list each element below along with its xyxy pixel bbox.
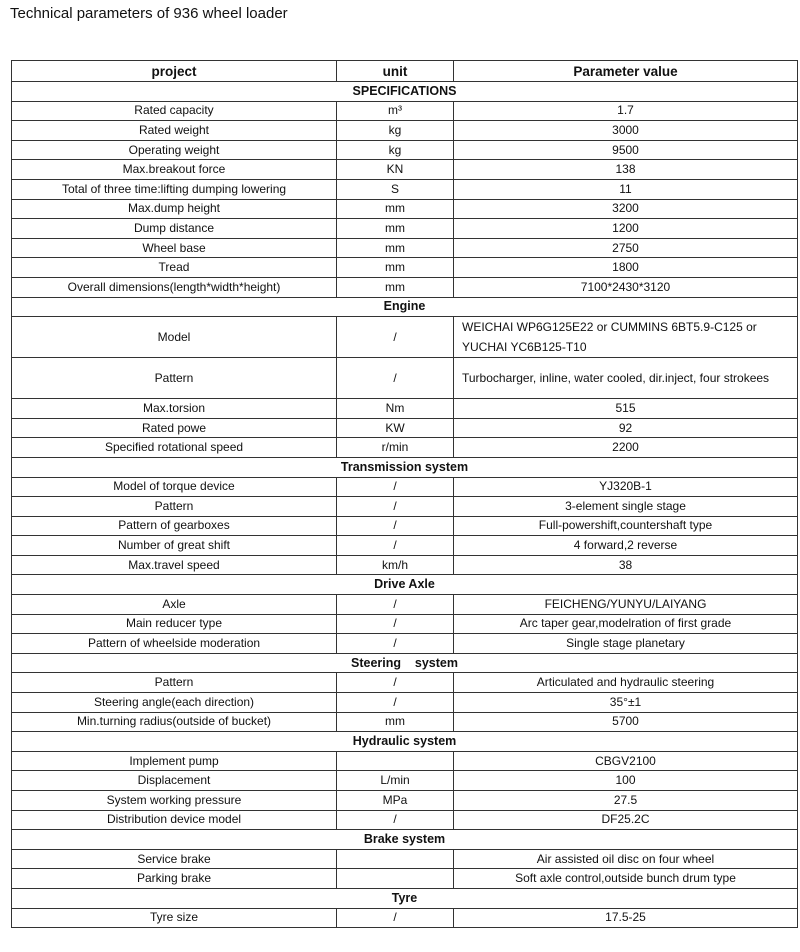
cell-unit: / <box>337 908 454 928</box>
cell-value: 515 <box>454 399 798 419</box>
table-row <box>12 712 798 732</box>
cell-value: 100 <box>454 771 798 791</box>
table-row <box>12 317 798 358</box>
cell-unit: kg <box>337 121 454 141</box>
cell-value: Soft axle control,outside bunch drum type <box>454 869 798 889</box>
cell-unit: mm <box>337 219 454 239</box>
cell-unit: / <box>337 497 454 517</box>
cell-value: WEICHAI WP6G125E22 or CUMMINS 6BT5.9-C125 or YUCHAI YC6B125-T10 <box>454 317 798 358</box>
table-row <box>12 399 798 419</box>
cell-unit: / <box>337 477 454 497</box>
table-row <box>12 614 798 634</box>
cell-project: Operating weight <box>12 140 337 160</box>
cell-value: 9500 <box>454 140 798 160</box>
table-row <box>12 771 798 791</box>
cell-unit: / <box>337 516 454 536</box>
table-row <box>12 179 798 199</box>
cell-unit: / <box>337 536 454 556</box>
cell-project: Specified rotational speed <box>12 438 337 458</box>
cell-value: 17.5-25 <box>454 908 798 928</box>
cell-project: Tyre size <box>12 908 337 928</box>
section-title: Brake system <box>12 830 798 850</box>
table-row <box>12 199 798 219</box>
cell-unit: mm <box>337 199 454 219</box>
section-row <box>12 830 798 850</box>
cell-value: Arc taper gear,modelration of first grade <box>454 614 798 634</box>
cell-project: Main reducer type <box>12 614 337 634</box>
section-row <box>12 575 798 595</box>
section-title: Hydraulic system <box>12 732 798 752</box>
cell-value: 3200 <box>454 199 798 219</box>
cell-project: Min.turning radius(outside of bucket) <box>12 712 337 732</box>
document-title: Technical parameters of 936 wheel loader <box>10 5 288 22</box>
cell-project: Rated powe <box>12 418 337 438</box>
cell-value: 1200 <box>454 219 798 239</box>
cell-unit: Nm <box>337 399 454 419</box>
section-title: Transmission system <box>12 457 798 477</box>
cell-value: 92 <box>454 418 798 438</box>
cell-value: 7100*2430*3120 <box>454 277 798 297</box>
cell-unit: KW <box>337 418 454 438</box>
cell-project: Service brake <box>12 849 337 869</box>
table-row <box>12 219 798 239</box>
cell-value: Single stage planetary <box>454 634 798 654</box>
cell-project: Max.travel speed <box>12 555 337 575</box>
cell-value: 138 <box>454 160 798 180</box>
table-row <box>12 438 798 458</box>
cell-project: Max.breakout force <box>12 160 337 180</box>
table-row <box>12 693 798 713</box>
table-row <box>12 140 798 160</box>
table-row <box>12 160 798 180</box>
cell-unit: mm <box>337 712 454 732</box>
cell-unit: mm <box>337 238 454 258</box>
cell-value: 2200 <box>454 438 798 458</box>
cell-unit <box>337 869 454 889</box>
cell-value: 27.5 <box>454 791 798 811</box>
section-title: Steering system <box>12 653 798 673</box>
parameters-table <box>11 60 798 928</box>
table-row <box>12 238 798 258</box>
cell-value: 1.7 <box>454 101 798 121</box>
cell-value: 35°±1 <box>454 693 798 713</box>
table-row <box>12 477 798 497</box>
section-title: SPECIFICATIONS <box>12 82 798 102</box>
table-row <box>12 418 798 438</box>
header-project: project <box>12 61 337 82</box>
cell-project: Overall dimensions(length*width*height) <box>12 277 337 297</box>
cell-unit: km/h <box>337 555 454 575</box>
cell-value: 2750 <box>454 238 798 258</box>
cell-unit: kg <box>337 140 454 160</box>
section-row <box>12 297 798 317</box>
section-row <box>12 653 798 673</box>
section-row <box>12 82 798 102</box>
cell-unit <box>337 751 454 771</box>
table-row <box>12 673 798 693</box>
cell-unit: / <box>337 595 454 615</box>
cell-project: Pattern <box>12 358 337 399</box>
section-title: Drive Axle <box>12 575 798 595</box>
cell-project: Distribution device model <box>12 810 337 830</box>
cell-project: Rated capacity <box>12 101 337 121</box>
cell-value: Turbocharger, inline, water cooled, dir.inject, four strokees <box>454 358 798 399</box>
cell-value: 38 <box>454 555 798 575</box>
table-row <box>12 277 798 297</box>
cell-project: Rated weight <box>12 121 337 141</box>
table-row <box>12 555 798 575</box>
cell-unit: / <box>337 810 454 830</box>
cell-unit: / <box>337 673 454 693</box>
table-row <box>12 258 798 278</box>
cell-unit: MPa <box>337 791 454 811</box>
cell-value: 5700 <box>454 712 798 732</box>
cell-value: 3-element single stage <box>454 497 798 517</box>
cell-project: Pattern <box>12 497 337 517</box>
cell-unit: m³ <box>337 101 454 121</box>
header-unit: unit <box>337 61 454 82</box>
cell-project: Steering angle(each direction) <box>12 693 337 713</box>
table-row <box>12 849 798 869</box>
table-row <box>12 634 798 654</box>
cell-project: Number of great shift <box>12 536 337 556</box>
cell-value: Air assisted oil disc on four wheel <box>454 849 798 869</box>
table-row <box>12 121 798 141</box>
cell-unit: r/min <box>337 438 454 458</box>
cell-value: 4 forward,2 reverse <box>454 536 798 556</box>
cell-project: Axle <box>12 595 337 615</box>
cell-project: Tread <box>12 258 337 278</box>
cell-unit: / <box>337 614 454 634</box>
cell-unit: / <box>337 634 454 654</box>
table-row <box>12 101 798 121</box>
cell-project: Pattern of gearboxes <box>12 516 337 536</box>
table-row <box>12 358 798 399</box>
cell-value: Full-powershift,countershaft type <box>454 516 798 536</box>
table-row <box>12 536 798 556</box>
cell-project: System working pressure <box>12 791 337 811</box>
table-row <box>12 810 798 830</box>
cell-project: Model of torque device <box>12 477 337 497</box>
section-row <box>12 732 798 752</box>
cell-project: Parking brake <box>12 869 337 889</box>
cell-project: Displacement <box>12 771 337 791</box>
cell-unit: S <box>337 179 454 199</box>
cell-unit: / <box>337 358 454 399</box>
cell-unit: L/min <box>337 771 454 791</box>
cell-unit <box>337 849 454 869</box>
cell-unit: mm <box>337 258 454 278</box>
cell-unit: / <box>337 693 454 713</box>
section-row <box>12 457 798 477</box>
cell-value: 3000 <box>454 121 798 141</box>
cell-value: CBGV2100 <box>454 751 798 771</box>
cell-project: Pattern <box>12 673 337 693</box>
cell-project: Max.torsion <box>12 399 337 419</box>
table-row <box>12 869 798 889</box>
section-title: Engine <box>12 297 798 317</box>
cell-project: Max.dump height <box>12 199 337 219</box>
table-row <box>12 908 798 928</box>
table-body <box>12 82 798 928</box>
section-title: Tyre <box>12 888 798 908</box>
cell-project: Dump distance <box>12 219 337 239</box>
cell-unit: KN <box>337 160 454 180</box>
table-row <box>12 497 798 517</box>
cell-project: Model <box>12 317 337 358</box>
cell-value: Articulated and hydraulic steering <box>454 673 798 693</box>
cell-unit: / <box>337 317 454 358</box>
section-row <box>12 888 798 908</box>
cell-project: Wheel base <box>12 238 337 258</box>
cell-project: Implement pump <box>12 751 337 771</box>
cell-value: 1800 <box>454 258 798 278</box>
table-header-row <box>12 61 798 82</box>
cell-unit: mm <box>337 277 454 297</box>
cell-value: DF25.2C <box>454 810 798 830</box>
cell-value: FEICHENG/YUNYU/LAIYANG <box>454 595 798 615</box>
cell-value: 11 <box>454 179 798 199</box>
cell-project: Pattern of wheelside moderation <box>12 634 337 654</box>
header-parameter-value: Parameter value <box>454 61 798 82</box>
table-row <box>12 595 798 615</box>
table-row <box>12 791 798 811</box>
table-row <box>12 751 798 771</box>
cell-project: Total of three time:lifting dumping lowering <box>12 179 337 199</box>
cell-value: YJ320B-1 <box>454 477 798 497</box>
table-row <box>12 516 798 536</box>
